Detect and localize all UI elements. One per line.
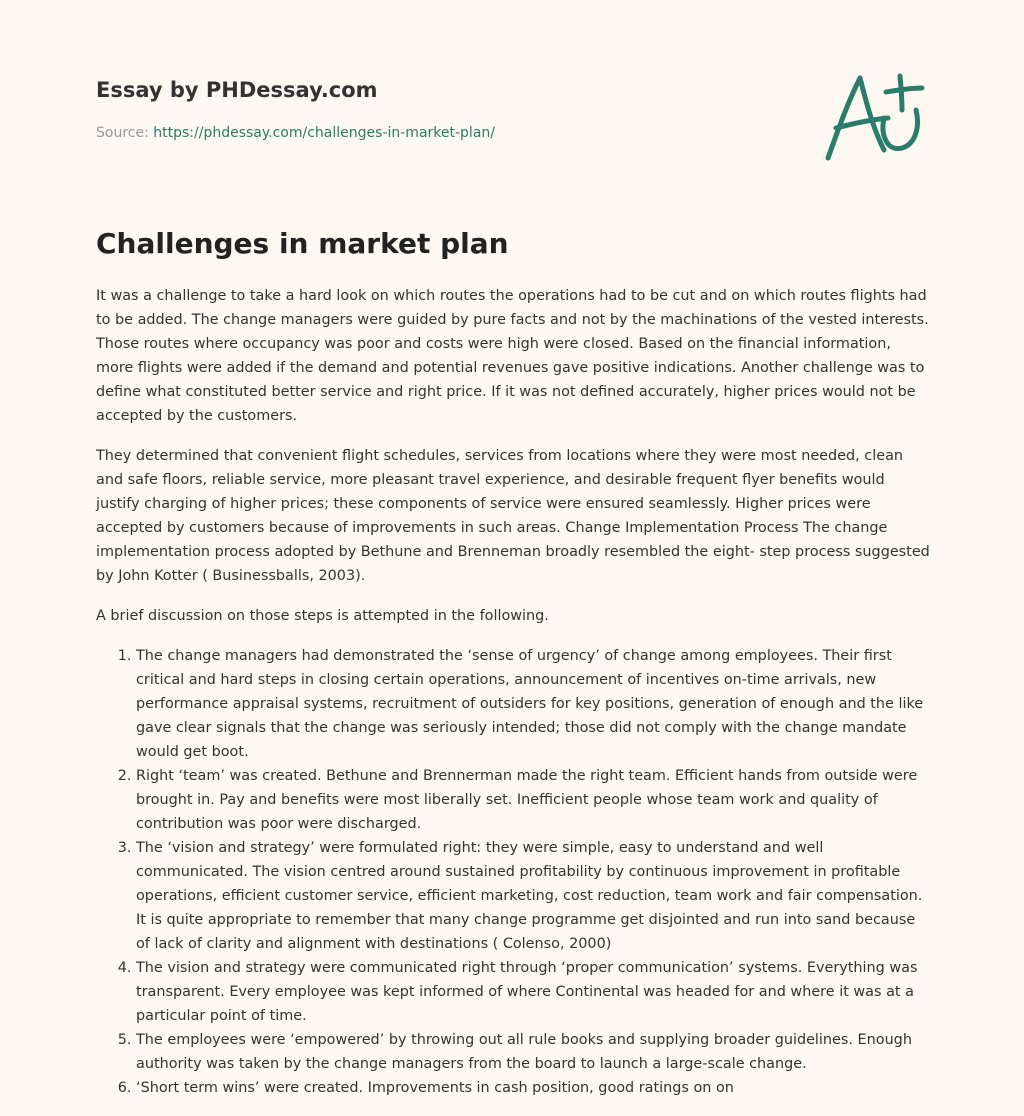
list-item: 5. The employees were ‘empowered’ by throwing out all rule books and supplying broader guidelines. Enough authority was taken by the change managers from the board to launch a large-scale change. bbox=[136, 1028, 932, 1076]
site-brand: Essay by PHDessay.com bbox=[96, 78, 378, 102]
essay-body bbox=[96, 284, 932, 1100]
source-line bbox=[96, 123, 796, 143]
list-item: 4. The vision and strategy were communicated right through ‘proper communication’ systems. Everything was transparent. Every employee was kept informed of where Continental was headed for and where it was at a particular point of time. bbox=[136, 956, 932, 1028]
list-item: 2. Right ‘team’ was created. Bethune and Brennerman made the right team. Efficient hands from outside were brought in. Pay and benefits were most liberally set. Inefficient people whose team work and quality of contribution was poor were discharged. bbox=[136, 764, 932, 836]
source-link[interactable]: https://phdessay.com/challenges-in-market-plan/ bbox=[153, 125, 495, 141]
paragraph: They determined that convenient flight schedules, services from locations where they were most needed, clean and safe floors, reliable service, more pleasant travel experience, and desirable frequent flyer benefits would justify charging of higher prices; these components of service were ensured seamlessly. Higher prices were accepted by customers because of improvements in such areas. Change Implementation Process The change implementation process adopted by Bethune and Brenneman broadly resembled the eight- step process suggested by John Kotter ( Businessballs, 2003). bbox=[96, 448, 930, 584]
paragraph: It was a challenge to take a hard look on which routes the operations had to be cut and on which routes flights had to be added. The change managers were guided by pure facts and not by the machinations of the vested interests. Those routes where occupancy was poor and costs were high were closed. Based on the financial information, more flights were added if the demand and potential revenues gave positive indications. Another challenge was to define what constituted better service and right price. If it was not defined accurately, higher prices would not be accepted by the customers. bbox=[96, 288, 929, 424]
steps-list bbox=[96, 644, 932, 1100]
source-label: Source: bbox=[96, 125, 154, 141]
essay-header bbox=[96, 76, 796, 143]
paragraph: A brief discussion on those steps is attempted in the following. bbox=[96, 608, 549, 624]
list-item: 1. The change managers had demonstrated the ‘sense of urgency’ of change among employees. Their first critical and hard steps in closing certain operations, announcement of incentives on-time arrivals, new performance appraisal systems, recruitment of outsiders for key positions, generation of enough and the like gave clear signals that the change was seriously intended; those did not comply with the change mandate would get boot. bbox=[136, 644, 932, 764]
a-plus-grade-icon bbox=[818, 66, 928, 166]
essay-title: Challenges in market plan bbox=[96, 227, 509, 260]
list-item: 3. The ‘vision and strategy’ were formulated right: they were simple, easy to understand and well communicated. The vision centred around sustained profitability by continuous improvement in profitable operations, efficient customer service, efficient marketing, cost reduction, team work and fair compensation. It is quite appropriate to remember that many change programme get disjointed and run into sand because of lack of clarity and alignment with destinations ( Colenso, 2000) bbox=[136, 836, 932, 956]
list-item: 6. ‘Short term wins’ were created. Improvements in cash position, good ratings on on bbox=[136, 1076, 932, 1100]
